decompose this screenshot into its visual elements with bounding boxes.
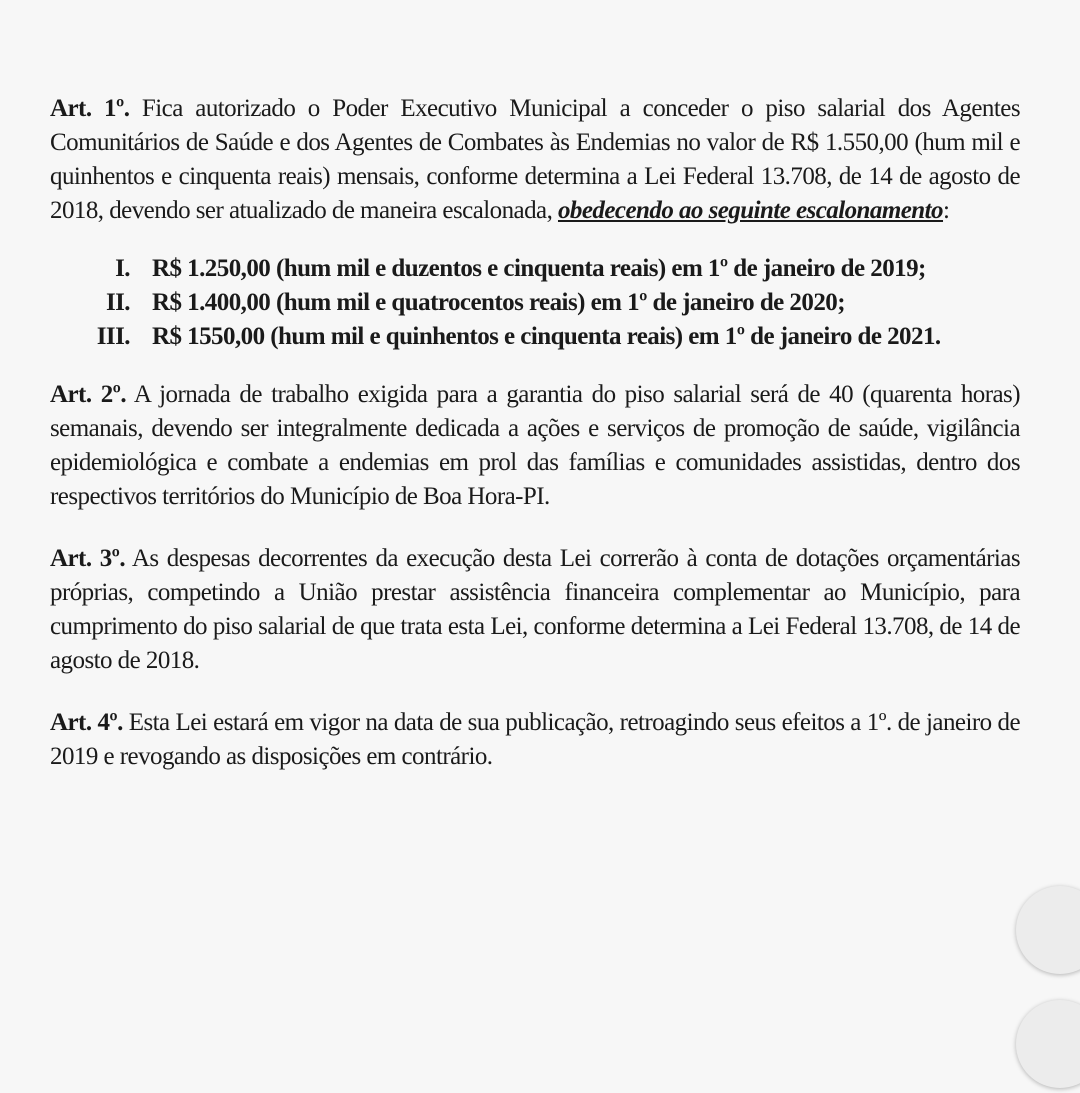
schedule-item-text: R$ 1550,00 (hum mil e quinhentos e cinquenta reais) em 1º de janeiro de 2021. (152, 323, 941, 350)
article-2-label: Art. 2º. (50, 381, 127, 408)
article-1-label: Art. 1º. (50, 95, 130, 122)
article-4-text: Esta Lei estará em vigor na data de sua publicação, retroagindo seus efeitos a 1º. de janeiro de 2019 e revogando as disposições em contrário. (50, 709, 1021, 770)
schedule-item (50, 320, 1020, 354)
article-3 (50, 542, 1020, 678)
article-4-label: Art. 4º. (50, 709, 123, 736)
article-2-text: A jornada de trabalho exigida para a garantia do piso salarial será de 40 (quarenta horas) semanais, devendo ser integralmente dedicada a ações e serviços de promoção de saúde, vigilância epidemiológica e combate a endemias em prol das famílias e comunidades assistidas, dentro dos respectivos territórios do Município de Boa Hora-PI. (50, 381, 1020, 510)
schedule-item-number: I. (115, 255, 130, 282)
article-3-label: Art. 3º. (50, 545, 126, 572)
schedule-item (50, 252, 1020, 286)
schedule-item-number: II. (105, 289, 130, 316)
article-4 (50, 706, 1020, 774)
schedule-item-number: III. (96, 323, 130, 350)
law-document (50, 92, 1020, 774)
paragraph-spacer (50, 678, 1020, 706)
article-1-emphasis: obedecendo ao seguinte escalonamento (557, 197, 944, 224)
article-3-text: As despesas decorrentes da execução desta Lei correrão à conta de dotações orçamentárias próprias, competindo a União prestar assistência financeira complementar ao Município, para cumprimento do piso salarial de que trata esta Lei, conforme determina a Lei Federal 13.708, de 14 de agosto de 2018. (50, 545, 1021, 674)
article-1-tail: : (943, 197, 950, 224)
schedule-item-text: R$ 1.400,00 (hum mil e quatrocentos reais) em 1º de janeiro de 2020; (152, 289, 846, 316)
article-2 (50, 378, 1020, 514)
floating-scroll-button-upper[interactable] (1016, 886, 1080, 974)
article-1-text: Fica autorizado o Poder Executivo Municipal a conceder o piso salarial dos Agentes Comunitários de Saúde e dos Agentes de Combates às Endemias no valor de R$ 1.550,00 (hum mil e quinhentos e cinquenta reais) mensais, conforme determina a Lei Federal 13.708, de 14 de agosto de 2018, devendo ser atualizado de maneira escalonada, (50, 95, 1021, 224)
article-1 (50, 92, 1020, 228)
schedule-item-text: R$ 1.250,00 (hum mil e duzentos e cinquenta reais) em 1º de janeiro de 2019; (152, 255, 926, 282)
floating-scroll-button-lower[interactable] (1016, 1000, 1080, 1088)
schedule-item (50, 286, 1020, 320)
salary-schedule-list (50, 252, 1020, 354)
paragraph-spacer (50, 514, 1020, 542)
